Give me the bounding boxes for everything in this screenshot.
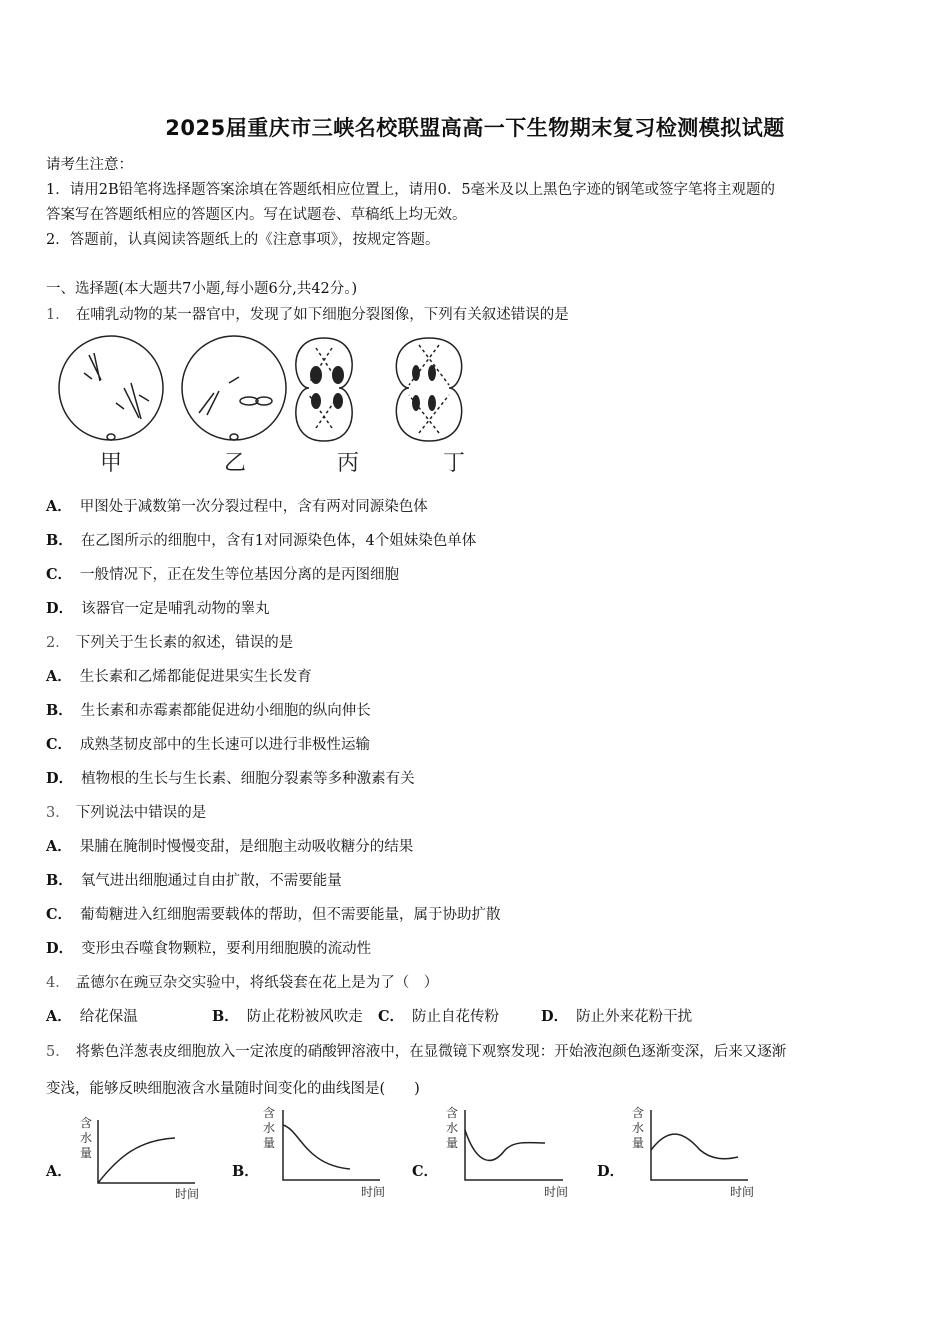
option-text: 一般情况下，正在发生等位基因分离的是丙图细胞	[80, 567, 400, 583]
q1-option-a	[46, 495, 428, 516]
q4-option-b	[212, 1005, 378, 1026]
svg-text:水: 水	[446, 1121, 459, 1135]
option-letter: A．	[46, 838, 72, 855]
q3-option-c	[46, 903, 501, 924]
option-text: 甲图处于减数第一次分裂过程中，含有两对同源染色体	[79, 499, 428, 515]
cell-ding	[396, 338, 461, 441]
svg-text:量: 量	[446, 1136, 459, 1150]
svg-text:时间: 时间	[544, 1185, 569, 1199]
question-5	[46, 1040, 786, 1061]
svg-text:时间: 时间	[175, 1187, 200, 1201]
q1-option-c	[46, 563, 399, 584]
question-4	[46, 971, 438, 992]
notice-line-1a: 1．请用2B铅笔将选择题答案涂填在答题纸相应位置上，请用0．5毫米及以上黑色字迹的钢笔或签字笔将主观题的	[46, 182, 776, 198]
option-text: 给花保温	[79, 1009, 138, 1025]
option-text: 果脯在腌制时慢慢变甜，是细胞主动吸收糖分的结果	[79, 839, 414, 855]
q3-option-a	[46, 835, 413, 856]
option-text: 变形虫吞噬食物颗粒，要利用细胞膜的流动性	[81, 941, 372, 957]
svg-text:含: 含	[632, 1106, 645, 1120]
svg-text:水: 水	[80, 1131, 93, 1145]
svg-text:量: 量	[263, 1136, 276, 1150]
cell-yi	[182, 336, 286, 440]
q2-option-d	[46, 767, 415, 788]
q2-option-b	[46, 699, 371, 720]
svg-text:量: 量	[80, 1146, 93, 1160]
option-letter: B．	[212, 1008, 239, 1025]
question-stem: 将紫色洋葱表皮细胞放入一定浓度的硝酸钾溶液中，在显微镜下观察发现：开始液泡颜色逐渐变深，后来又逐渐	[75, 1044, 787, 1060]
cell-label-ding: 丁	[443, 451, 466, 476]
option-text: 防止自花传粉	[412, 1009, 500, 1025]
graph-label-d: D．	[597, 1163, 625, 1180]
option-letter: A．	[46, 668, 72, 685]
notice-heading: 请考生注意：	[46, 157, 133, 173]
option-letter: C．	[46, 736, 73, 753]
page-title: 2025届重庆市三峡名校联盟高高一下生物期末复习检测模拟试题	[165, 116, 785, 140]
q3-option-d	[46, 937, 371, 958]
option-letter: C．	[378, 1008, 405, 1025]
question-number: 2．	[46, 635, 70, 651]
question-stem: 下列说法中错误的是	[75, 805, 207, 821]
q4-options	[46, 1005, 692, 1026]
svg-text:水: 水	[263, 1121, 276, 1135]
cell-label-jia: 甲	[100, 451, 123, 476]
cell-label-bing: 丙	[337, 451, 360, 476]
option-letter: B．	[46, 702, 73, 719]
notice-line-2: 2．答题前，认真阅读答题纸上的《注意事项》，按规定答题。	[46, 232, 440, 248]
option-letter: C．	[46, 566, 73, 583]
option-text: 成熟茎韧皮部中的生长速可以进行非极性运输	[80, 737, 371, 753]
svg-text:时间: 时间	[730, 1185, 755, 1199]
svg-text:含: 含	[263, 1106, 276, 1120]
section-heading: 一、选择题(本大题共7小题,每小题6分,共42分。)	[46, 281, 358, 297]
cell-bing	[296, 338, 352, 441]
cell-label-yi: 乙	[224, 451, 247, 476]
option-text: 氧气进出细胞通过自由扩散，不需要能量	[80, 873, 342, 889]
graph-b	[263, 1106, 385, 1199]
q1-option-d	[46, 597, 270, 618]
q4-option-a	[46, 1005, 212, 1026]
q3-option-b	[46, 869, 342, 890]
option-letter: B．	[46, 872, 73, 889]
svg-text:时间: 时间	[361, 1185, 386, 1199]
option-text: 防止花粉被风吹走	[246, 1009, 363, 1025]
question-number: 3．	[46, 805, 70, 821]
option-letter: D．	[46, 770, 74, 787]
option-text: 防止外来花粉干扰	[576, 1009, 693, 1025]
question-number: 1．	[46, 307, 70, 323]
option-text: 生长素和赤霉素都能促进幼小细胞的纵向伸长	[80, 703, 371, 719]
q2-option-a	[46, 665, 312, 686]
svg-text:含: 含	[80, 1116, 93, 1130]
question-stem: 在哺乳动物的某一器官中，发现了如下细胞分裂图像，下列有关叙述错误的是	[75, 307, 569, 323]
cell-jia	[59, 336, 163, 440]
q4-option-d	[541, 1005, 692, 1026]
option-letter: B．	[46, 532, 73, 549]
svg-text:量: 量	[632, 1136, 645, 1150]
option-letter: D．	[46, 940, 74, 957]
question-stem: 下列关于生长素的叙述，错误的是	[75, 635, 294, 651]
graph-label-b: B．	[232, 1163, 259, 1180]
question-3	[46, 801, 206, 822]
q4-option-c	[378, 1005, 541, 1026]
option-text: 在乙图所示的细胞中，含有1对同源染色体，4个姐妹染色单体	[80, 533, 477, 549]
option-text: 植物根的生长与生长素、细胞分裂素等多种激素有关	[81, 771, 415, 787]
option-letter: D．	[541, 1008, 569, 1025]
question-stem: 孟德尔在豌豆杂交实验中，将纸袋套在花上是为了（ ）	[75, 975, 439, 991]
q1-option-b	[46, 529, 476, 550]
question-number: 5．	[46, 1044, 70, 1060]
graph-label-a: A．	[46, 1163, 72, 1180]
question-1	[46, 303, 569, 324]
svg-text:水: 水	[632, 1121, 645, 1135]
q2-option-c	[46, 733, 370, 754]
question-number: 4．	[46, 975, 70, 991]
option-letter: D．	[46, 600, 74, 617]
graph-label-c: C．	[412, 1163, 439, 1180]
notice-line-1b: 答案写在答题纸相应的答题区内。写在试题卷、草稿纸上均无效。	[46, 207, 467, 223]
option-letter: C．	[46, 906, 73, 923]
option-text: 葡萄糖进入红细胞需要载体的帮助，但不需要能量，属于协助扩散	[80, 907, 501, 923]
option-text: 该器官一定是哺乳动物的睾丸	[81, 601, 270, 617]
svg-text:含: 含	[446, 1106, 459, 1120]
option-letter: A．	[46, 498, 72, 515]
q5-graphs	[0, 1105, 950, 1215]
question-2	[46, 631, 293, 652]
option-text: 生长素和乙烯都能促进果实生长发育	[79, 669, 312, 685]
cell-drawings	[54, 333, 474, 448]
option-letter: A．	[46, 1008, 72, 1025]
question-5-cont: 变浅，能够反映细胞液含水量随时间变化的曲线图是( )	[46, 1081, 420, 1097]
